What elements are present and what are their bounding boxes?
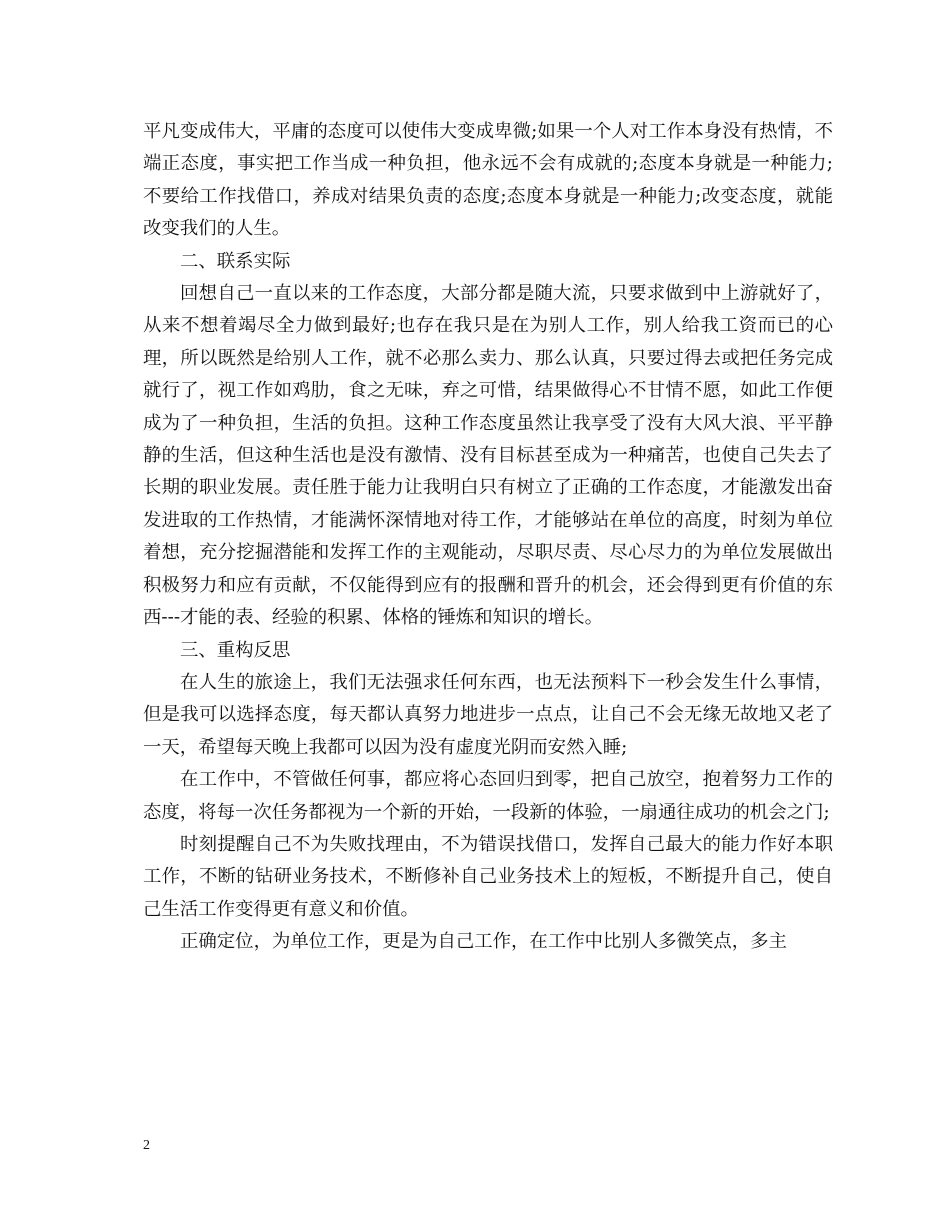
paragraph-positioning: 正确定位，为单位工作，更是为自己工作，在工作中比别人多微笑点，多主 bbox=[180, 931, 787, 953]
paragraph-continuation: 平凡变成伟大，平庸的态度可以使伟大变成卑微;如果一个人对工作本身没有热情，不端正态度，事实把工作当成一种负担，他永远不会有成就的;态度本身就是一种能力;不要给工作找借口，养成对结果负责的态度;态度本身就是一种能力;改变态度，就能改变我们的人生。 bbox=[143, 121, 833, 240]
page-number: 2 bbox=[143, 1138, 150, 1153]
paragraph-work-attitude: 回想自己一直以来的工作态度，大部分都是随大流，只要求做到中上游就好了，从来不想着竭尽全力做到最好;也存在我只是在为别人工作，别人给我工资而已的心理，所以既然是给别人工作，就不必那么卖力、那么认真，只要过得去或把任务完成就行了，视工作如鸡肋，食之无味，弃之可惜，结果做得心不甘情不愿，如此工作便成为了一种负担，生活的负担。这种工作态度虽然让我享受了没有大风大浪、平平静静的生活，但这种生活也是没有激情、没有目标甚至成为一种痛苦，也使自己失去了长期的职业发展。责任胜于能力让我明白只有树立了正确的工作态度，才能激发出奋发进取的工作热情，才能满怀深情地对待工作，才能够站在单位的高度，时刻为单位着想，充分挖掘潜能和发挥工作的主观能动，尽职尽责、尽心尽力的为单位发展做出积极努力和应有贡献，不仅能得到应有的报酬和晋升的机会，还会得到更有价值的东西---才能的表、经验的积累、体格的锤炼和知识的增长。 bbox=[143, 283, 833, 629]
section-heading-reflection: 三、重构反思 bbox=[180, 639, 291, 661]
paragraph-no-excuses: 时刻提醒自己不为失败找理由，不为错误找借口，发挥自己最大的能力作好本职工作，不断的钻研业务技术，不断修补自己业务技术上的短板，不断提升自己，使自己生活工作变得更有意义和价值。 bbox=[143, 833, 833, 920]
paragraph-at-work: 在工作中，不管做任何事，都应将心态回归到零，把自己放空，抱着努力工作的态度，将每一次任务都视为一个新的开始，一段新的体验，一扇通往成功的机会之门; bbox=[143, 769, 833, 823]
paragraph-life-journey: 在人生的旅途上，我们无法强求任何东西，也无法预料下一秒会发生什么事情，但是我可以选择态度，每天都认真努力地进步一点点，让自己不会无缘无故地又老了一天，希望每天晚上我都可以因为没有虚度光阴而安然入睡; bbox=[143, 671, 833, 758]
page-body bbox=[143, 116, 833, 959]
section-heading-contact-reality: 二、联系实际 bbox=[180, 250, 291, 272]
